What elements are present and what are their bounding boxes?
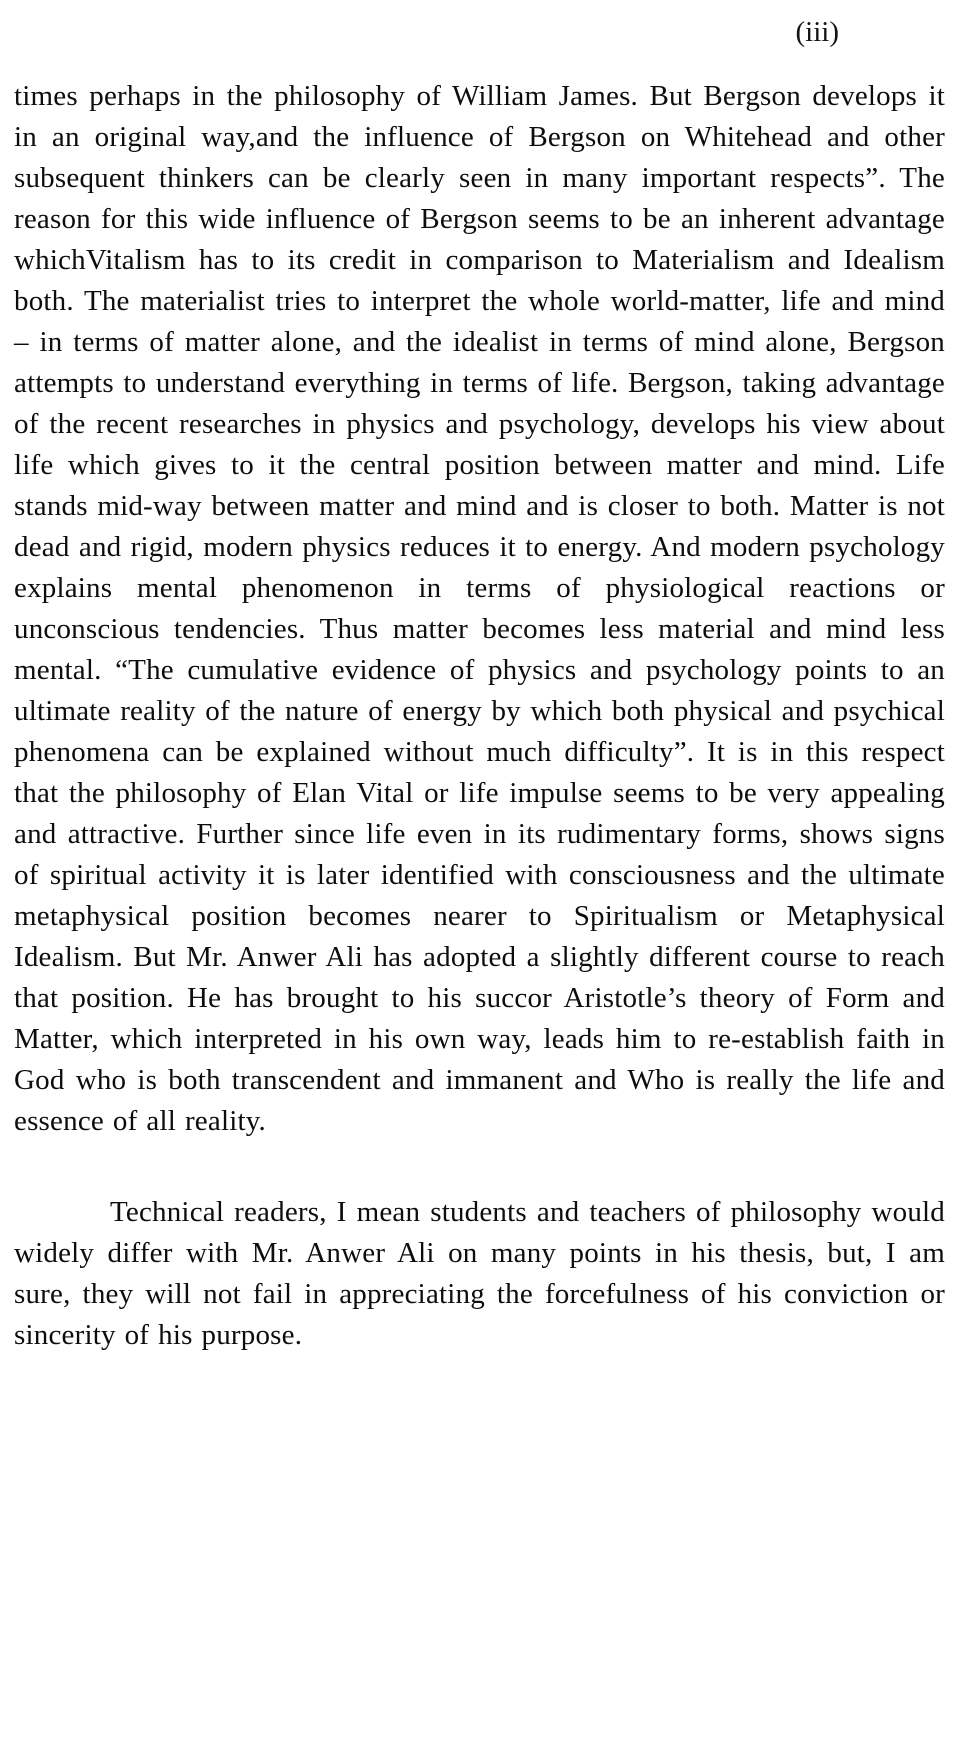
paragraph-continuation: times perhaps in the philosophy of William James. But Bergson develops it in an original way,and the influence of Bergson on Whitehead and other subsequent thinkers can be clearly seen in many important respects”. The reason for this wide influence of Bergson seems to be an inherent advantage whichVitalism has to its credit in comparison to Materialism and Idealism both. The materialist tries to interpret the whole world-matter, life and mind – in terms of matter alone, and the idealist in terms of mind alone, Bergson attempts to understand everything in terms of life. Bergson, taking advantage of the recent researches in physics and psychology, develops his view about life which gives to it the central position between matter and mind. Life stands mid-way between matter and mind and is closer to both. Matter is not dead and rigid, modern physics reduces it to energy. And modern psychology explains mental phenomenon in terms of physiological reactions or unconscious tendencies. Thus matter becomes less material and mind less mental. “The cumulative evidence of physics and psychology points to an ultimate reality of the nature of energy by which both physical and psychical phenomena can be explained without much difficulty”. It is in this respect that the philosophy of Elan Vital or life impulse seems to be very appealing and attractive. Further since life even in its rudimentary forms, shows signs of spiritual activity it is later identified with consciousness and the ultimate metaphysical position becomes nearer to Spiritualism or Metaphysical Idealism. But Mr. Anwer Ali has adopted a slightly different course to reach that position. He has brought to his succor Aristotle’s theory of Form and Matter, which interpreted in his own way, leads him to re-establish faith in God who is both transcendent and immanent and Who is really the life and essence of all reality. xyxy=(14,80,945,1138)
page-number: (iii) xyxy=(795,16,839,48)
paragraph-closing: Technical readers, I mean students and teachers of philosophy would widely differ with Mr. Anwer Ali on many points in his thesis, but, I am sure, they will not fail in appreciating the forcefulness of his conviction or sincerity of his purpose. xyxy=(14,1196,945,1352)
page-body xyxy=(14,76,945,1356)
